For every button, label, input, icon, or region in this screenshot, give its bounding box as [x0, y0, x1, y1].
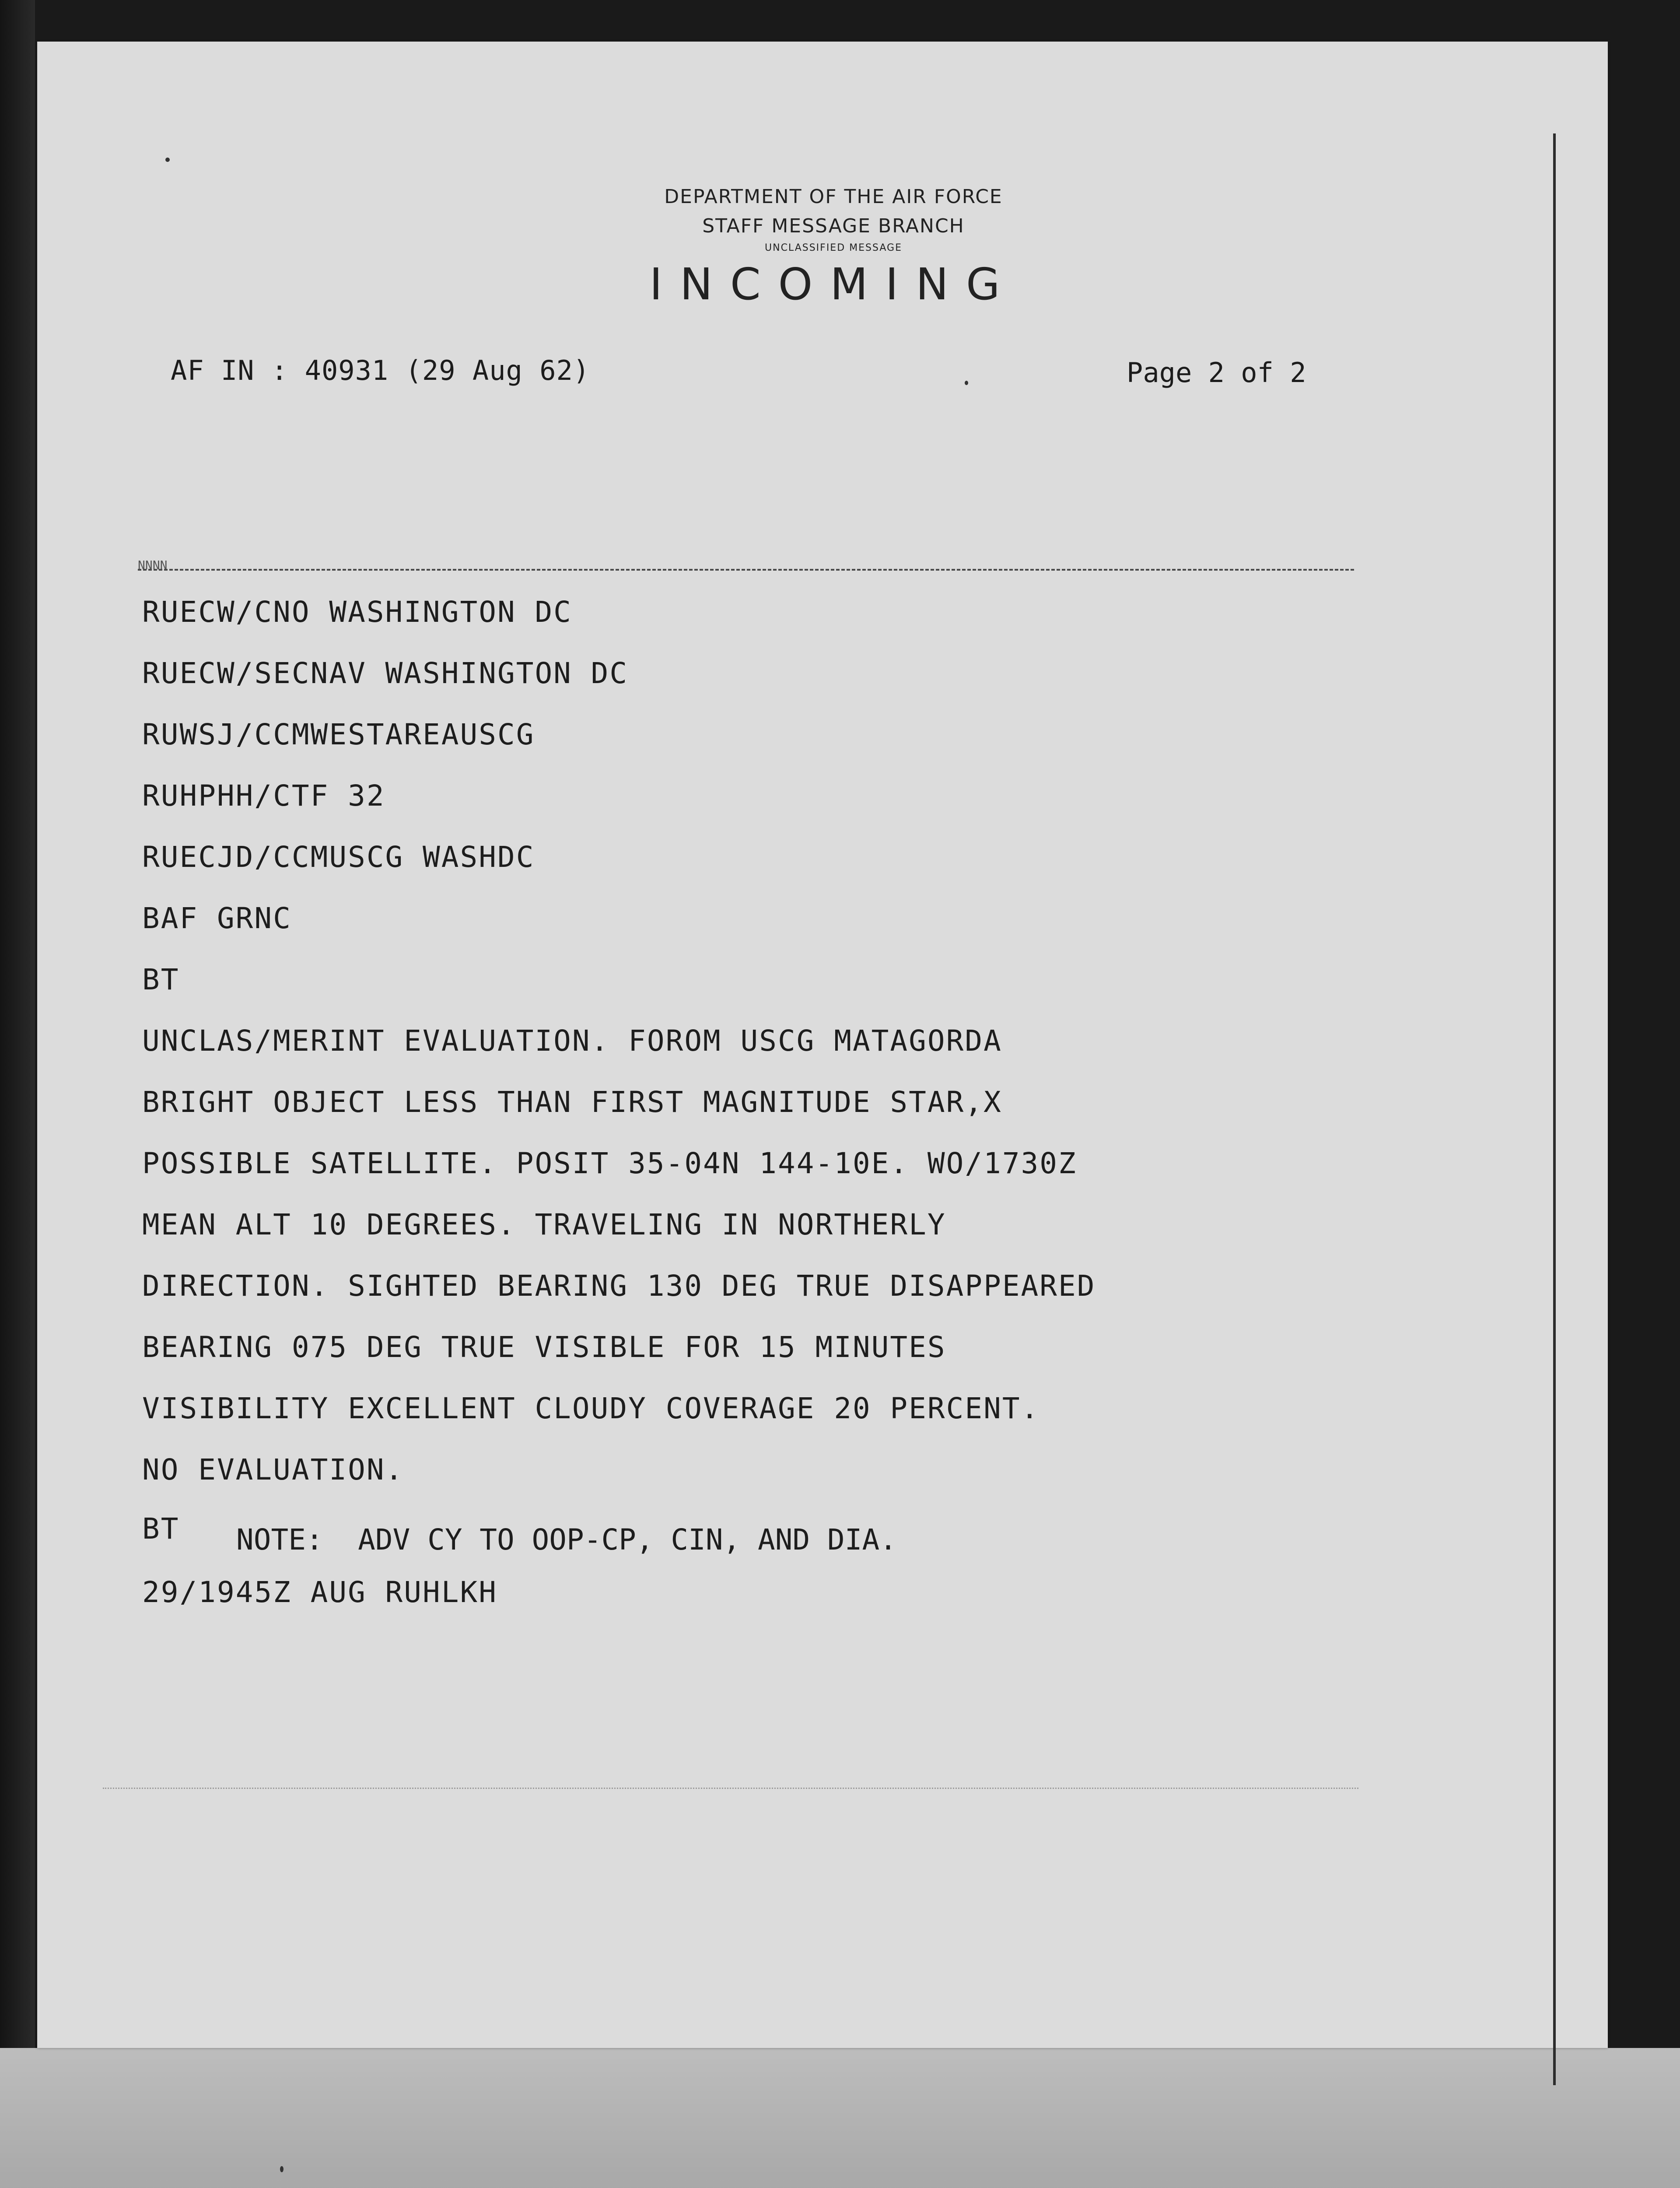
branch-label: STAFF MESSAGE BRANCH	[702, 215, 965, 237]
message-line: DIRECTION. SIGHTED BEARING 130 DEG TRUE DISAPPEARED	[142, 1269, 1096, 1303]
message-line: RUECJD/CCMUSCG WASHDC	[142, 840, 535, 874]
message-line: BEARING 075 DEG TRUE VISIBLE FOR 15 MINUTES	[142, 1330, 946, 1364]
ink-speck	[165, 158, 170, 162]
classification-label: UNCLASSIFIED MESSAGE	[765, 242, 902, 253]
af-in-number: AF IN : 40931 (29 Aug 62)	[171, 354, 590, 386]
incoming-title: INCOMING	[649, 259, 1018, 310]
routing-mark: NNNN	[138, 558, 168, 572]
message-line: RUWSJ/CCMWESTAREAUSCG	[142, 718, 535, 751]
message-line: BAF GRNC	[142, 901, 292, 935]
ink-speck	[965, 381, 968, 385]
message-line: POSSIBLE SATELLITE. POSIT 35-04N 144-10E. WO/1730Z	[142, 1147, 1077, 1180]
page-indicator: Page 2 of 2	[1127, 357, 1306, 389]
message-line: VISIBILITY EXCELLENT CLOUDY COVERAGE 20 PERCENT.	[142, 1392, 1040, 1425]
message-line: RUHPHH/CTF 32	[142, 779, 385, 813]
message-line: BT	[142, 963, 180, 996]
message-line: NO EVALUATION.	[142, 1453, 404, 1487]
message-line: UNCLAS/MERINT EVALUATION. FOROM USCG MATAGORDA	[142, 1024, 1002, 1058]
message-line: MEAN ALT 10 DEGREES. TRAVELING IN NORTHERLY	[142, 1208, 946, 1241]
header-divider	[138, 569, 1354, 571]
closing-bt: BT	[142, 1512, 180, 1546]
date-time-group: 29/1945Z AUG RUHLKH	[142, 1575, 497, 1609]
department-label: DEPARTMENT OF THE AIR FORCE	[664, 186, 1003, 208]
message-line: BRIGHT OBJECT LESS THAN FIRST MAGNITUDE STAR,X	[142, 1085, 1002, 1119]
ink-speck	[280, 2166, 284, 2172]
scan-background	[0, 2048, 1680, 2188]
message-line: RUECW/SECNAV WASHINGTON DC	[142, 656, 629, 690]
film-edge	[0, 0, 35, 2188]
message-header	[606, 182, 1061, 313]
sheet-fold-line	[1553, 133, 1556, 2085]
message-line: RUECW/CNO WASHINGTON DC	[142, 595, 572, 629]
distribution-note: NOTE: ADV CY TO OOP-CP, CIN, AND DIA.	[236, 1523, 897, 1557]
message-sheet	[37, 42, 1608, 2048]
footer-divider	[103, 1788, 1358, 1789]
